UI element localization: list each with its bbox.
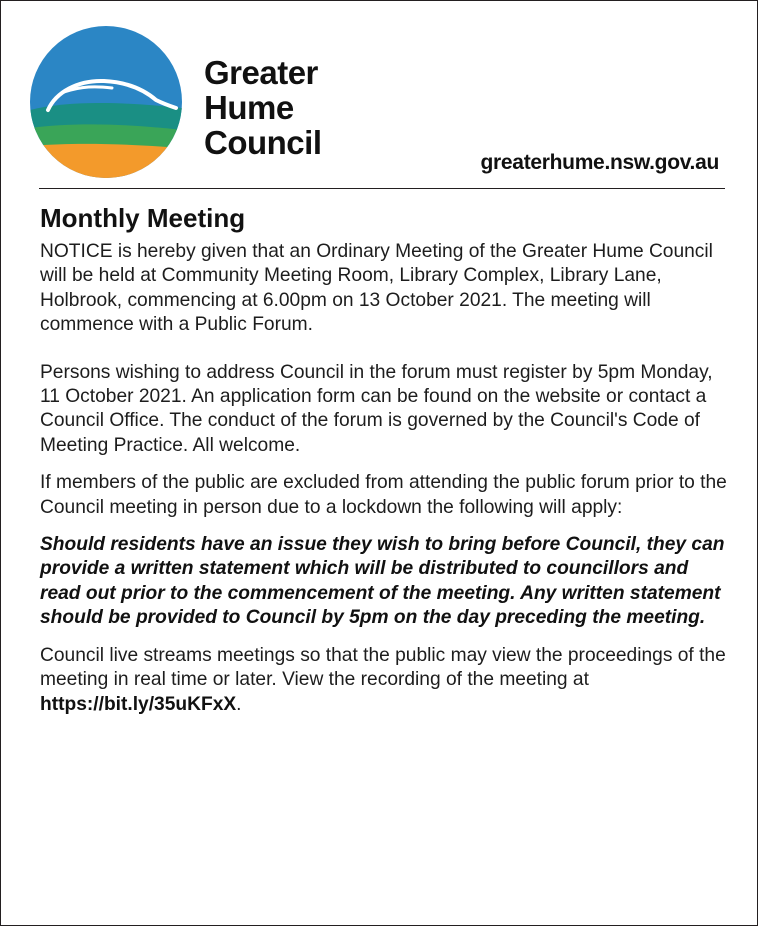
paragraph-lockdown-intro: If members of the public are excluded from attending the public forum prior to the Council meeting in person due to a lockdown the following will apply: [40, 472, 727, 518]
notice-header [1, 1, 757, 189]
notice-body [40, 201, 730, 717]
notice-title: Monthly Meeting [40, 203, 246, 233]
paragraph-meeting-details: NOTICE is hereby given that an Ordinary Meeting of the Greater Hume Council will be held at Community Meeting Room, Library Complex, Library Lane, Holbrook, commencing at 6.00pm on 13 October 2021. The meeting will commence with a Public Forum. [40, 241, 713, 336]
website-url: greaterhume.nsw.gov.au [480, 151, 719, 174]
wordmark-line-3: Council [204, 124, 322, 161]
paragraph-live-stream [40, 644, 730, 717]
paragraph-forum-registration: Persons wishing to address Council in the forum must register by 5pm Monday, 11 October 2021. An application form can be found on the website or contact a Council Office. The conduct of the forum is governed by the Council's Code of Meeting Practice. All welcome. [40, 361, 713, 456]
wordmark-line-2: Hume [204, 89, 294, 126]
council-wordmark [204, 55, 322, 160]
header-divider [39, 188, 725, 189]
council-logo-icon [30, 26, 182, 178]
wordmark-line-1: Greater [204, 54, 318, 91]
live-stream-text: Council live streams meetings so that the public may view the proceedings of the meeting in real time or later. View the recording of the meeting at [40, 644, 726, 691]
paragraph-written-statement: Should residents have an issue they wish to bring before Council, they can provide a written statement which will be distributed to councillors and read out prior to the commencement of the meeting. Any written statement should be provided to Council by 5pm on the day preceding the meeting. [40, 534, 725, 629]
live-stream-end: . [236, 693, 242, 715]
recording-link[interactable]: https://bit.ly/35uKFxX [40, 693, 237, 715]
